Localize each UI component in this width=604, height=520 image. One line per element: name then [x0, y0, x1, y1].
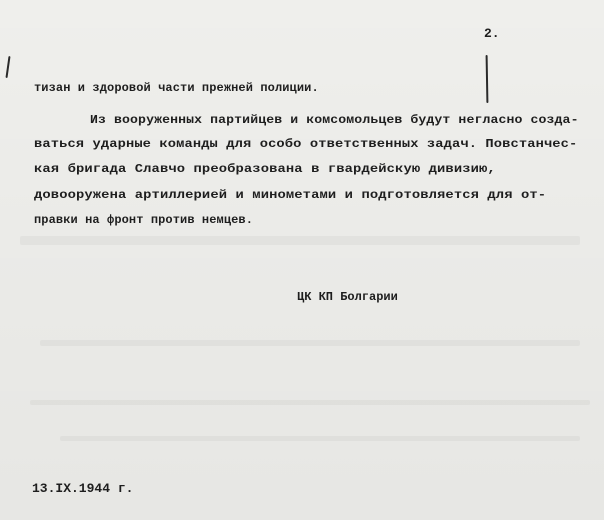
signature: ЦК КП Болгарии: [297, 290, 398, 304]
body-line: ваться ударные команды для особо ответственных задач. Повстанчес-: [34, 137, 578, 151]
scan-smudge: [60, 436, 580, 441]
body-line: кая бригада Славчо преобразована в гвардейскую дивизию,: [34, 162, 496, 176]
page-number: 2.: [484, 26, 500, 41]
body-line: тизан и здоровой части прежней полиции.: [34, 81, 319, 95]
scan-smudge: [30, 400, 590, 405]
scan-smudge: [40, 340, 580, 346]
margin-pencil-mark: [486, 55, 488, 103]
document-date: 13.IX.1944 г.: [32, 481, 134, 496]
body-line: Из вооруженных партийцев и комсомольцев будут негласно созда-: [90, 113, 579, 127]
scan-smudge: [20, 236, 580, 245]
body-line: довооружена артиллерией и минометами и подготовляется для от-: [34, 188, 547, 202]
margin-pencil-mark: [5, 56, 10, 78]
body-line: правки на фронт против немцев.: [34, 213, 254, 227]
